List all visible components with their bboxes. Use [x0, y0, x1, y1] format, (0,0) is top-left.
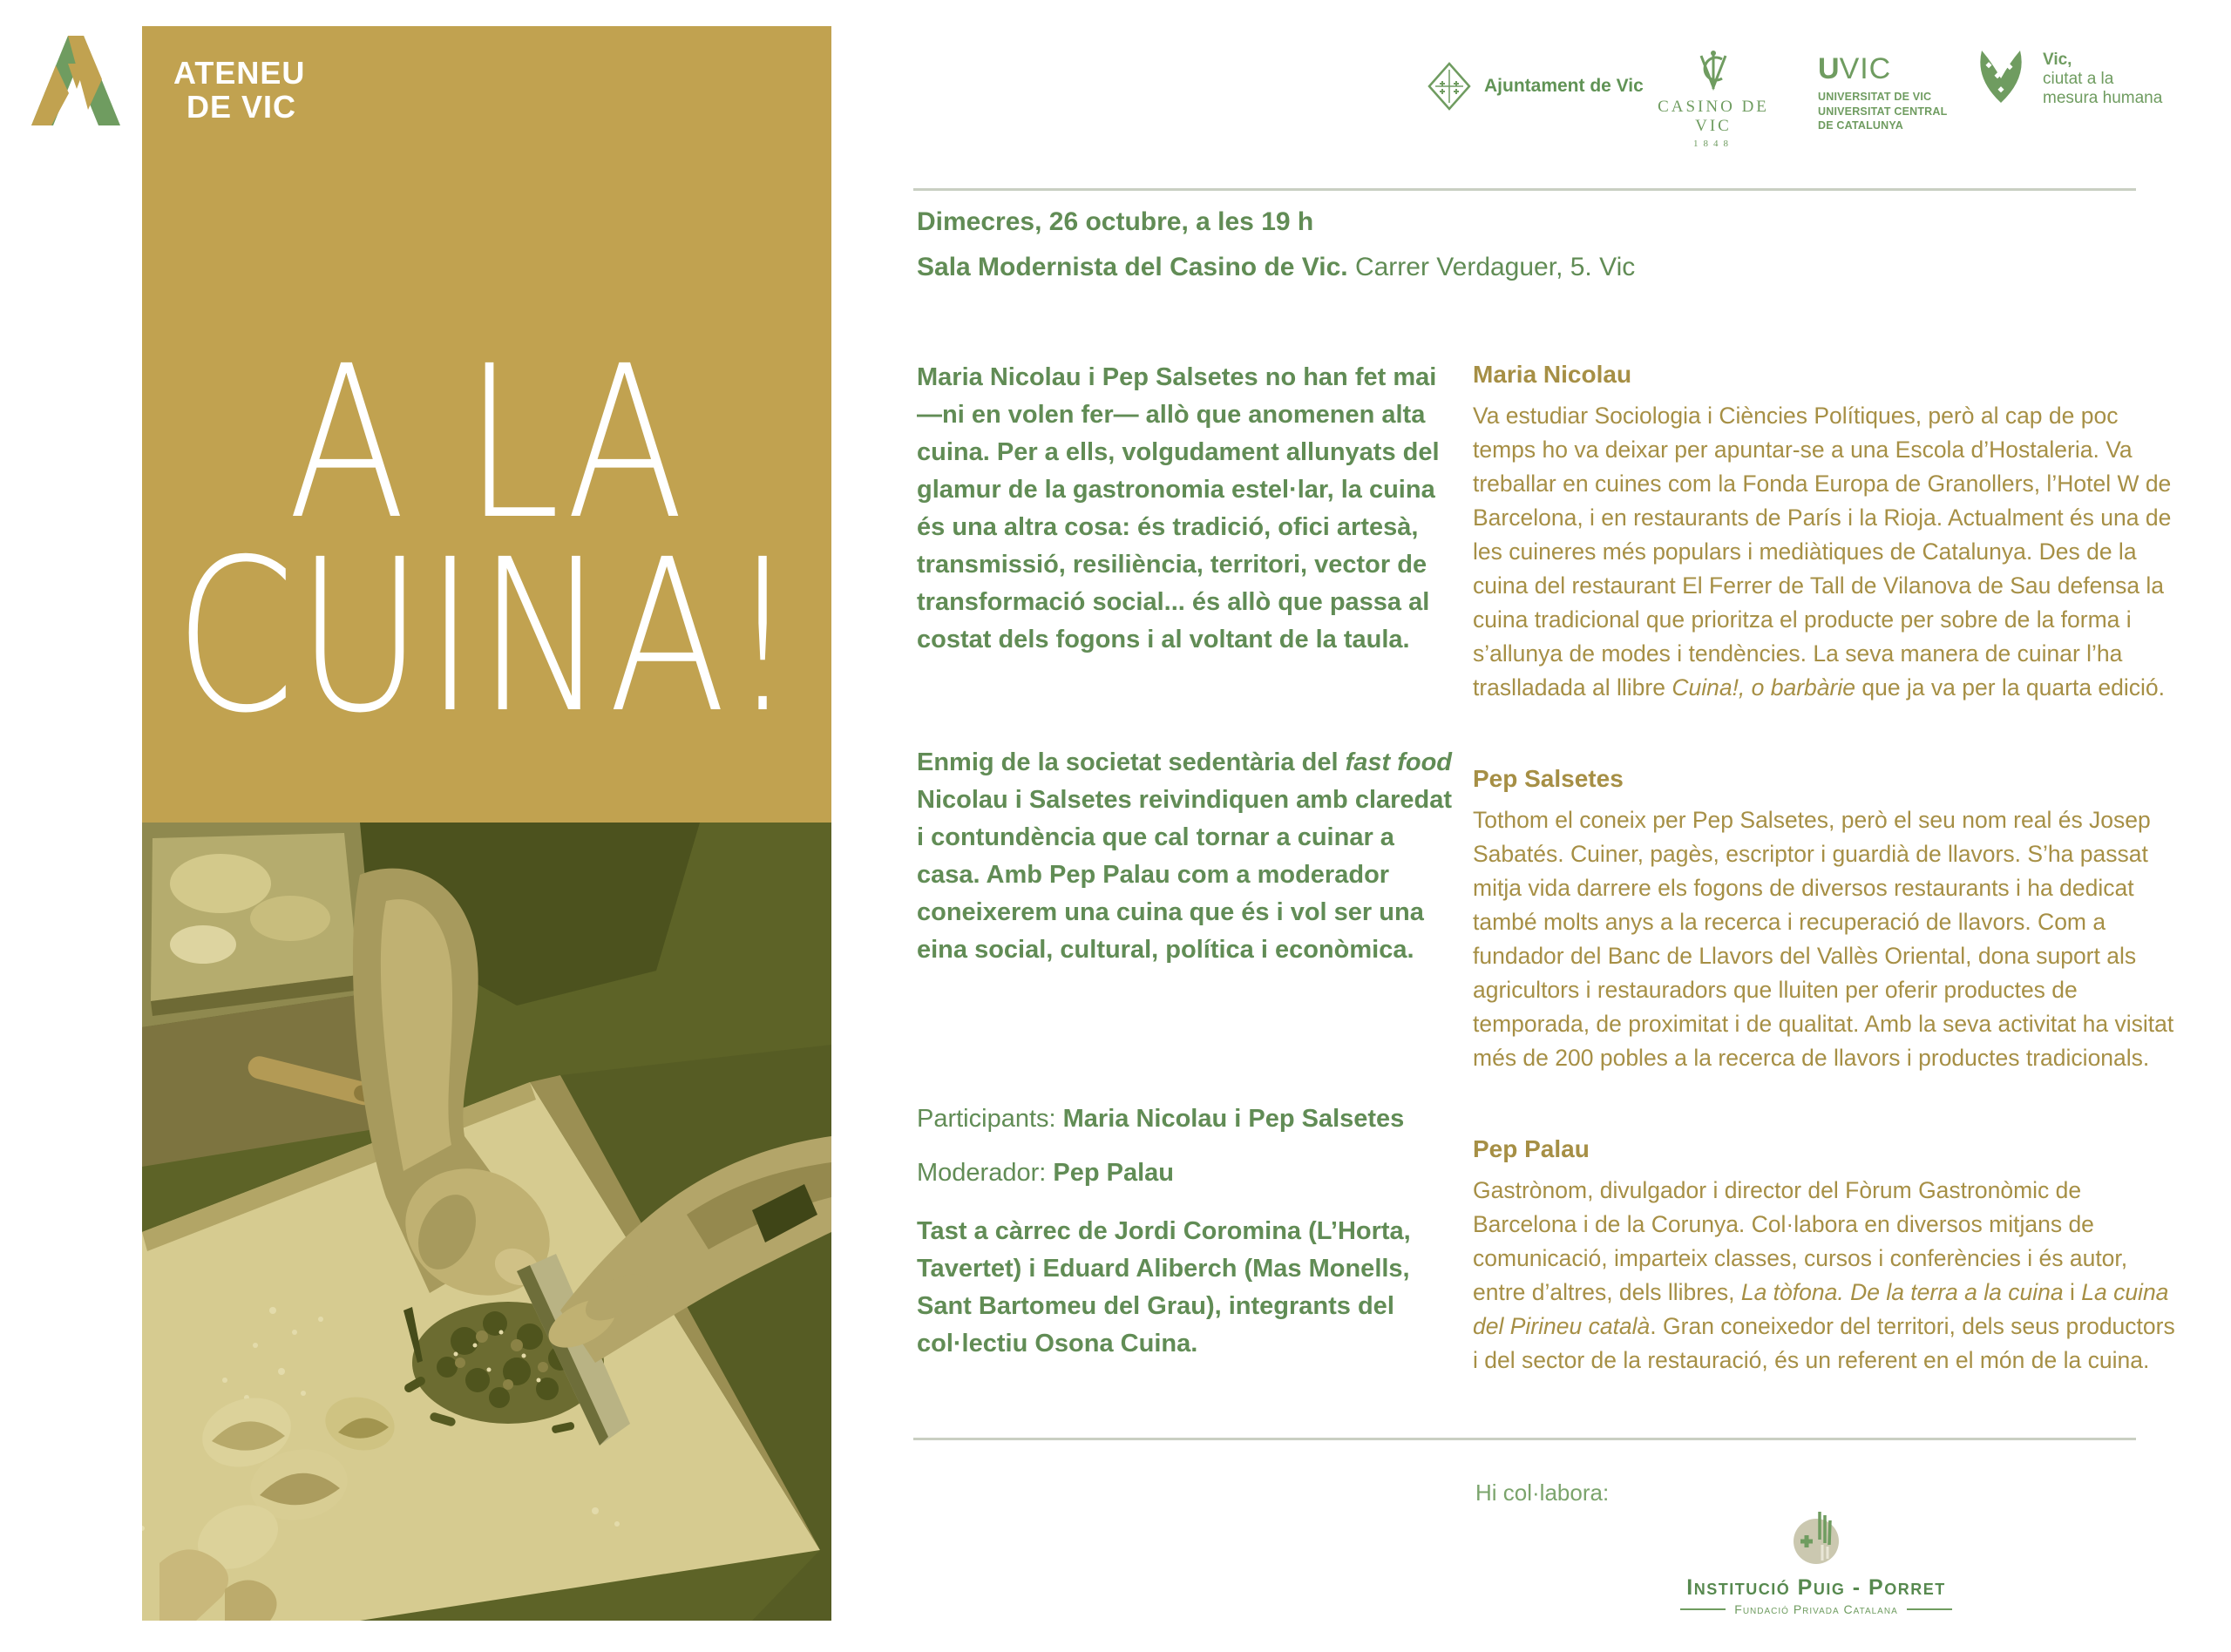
brand-name	[173, 56, 305, 124]
title-line1: A LA	[288, 320, 686, 566]
event-venue	[917, 253, 1635, 282]
brand-line2: DE VIC	[186, 89, 297, 125]
uvic-line3: DE CATALUNYA	[1818, 119, 1904, 132]
bio-palau-text: Gastrònom, divulgador i director del Fòrum Gastronòmic de Barcelona i de la Corunya. Col·labora en diversos mitjans de comunicació, imparteix classes, cursos i conferències i és autor, entre d’altres, dels llibres,	[1473, 1177, 2128, 1305]
moderator-line	[917, 1159, 1174, 1188]
casino-year: 1848	[1693, 139, 1733, 149]
top-divider	[913, 188, 2136, 191]
vic-line3: mesura humana	[2043, 89, 2163, 107]
participants-names: Maria Nicolau i Pep Salsetes	[1062, 1105, 1405, 1133]
casino-monogram-icon	[1692, 49, 1734, 92]
puig-porret-subtitle	[1645, 1602, 1987, 1616]
vic-line1: Vic,	[2043, 51, 2072, 69]
moderator-label: Moderador:	[917, 1159, 1054, 1187]
subtitle-rule-left	[1680, 1608, 1726, 1610]
brand-line1: ATENEU	[173, 55, 306, 91]
casino-label: CASINO DE VIC	[1658, 98, 1769, 135]
collaborator-label: Hi col·labora:	[1475, 1479, 1610, 1506]
bio-maria-text: Va estudiar Sociologia i Ciències Polítiques, però al cap de poc temps ho va deixar per apuntar-se a una Escola d’Hostaleria. Va treballar en cuines com la Fonda Europa de Granollers, l’Hotel W de Barcelona, i en restaurants de París i la Rioja. Actualment és una de les cuineres més populars i mediàtiques de Catalunya. Des de la cuina del restaurant El Ferrer de Tall de Vilanova de Sau defensa la cuina tradicional que prioritza el producte per sobre de la forma i s’allunya de modes i tendències. La seva manera de cuinar l’ha traslladada al llibre	[1473, 403, 2172, 701]
p2-italic: fast food	[1345, 748, 1452, 776]
uvic-line2: UNIVERSITAT CENTRAL	[1818, 105, 1948, 118]
bio-pep-salsetes	[1473, 765, 2175, 1075]
tast-line: Tast a càrrec de Jordi Coromina (L’Horta, Tavertet) i Eduard Aliberch (Mas Monells, Sant Bartomeu del Grau), integrants del col·lectiu Osona Cuina.	[917, 1217, 1411, 1357]
p2-pre: Enmig de la societat sedentària del	[917, 748, 1346, 776]
ajuntament-label: Ajuntament de Vic	[1484, 76, 1644, 96]
bio-palau-mid: i	[2063, 1279, 2082, 1305]
bio-salsetes-name: Pep Salsetes	[1473, 765, 1624, 792]
vic-line2: ciutat a la	[2043, 70, 2114, 88]
intro-paragraph-1: Maria Nicolau i Pep Salsetes no han fet mai —ni en volen fer— allò que anomenen alta cuina. Per a ells, volgudament allunyats del glamur de la gastronomia estel·lar, la cuina és una altra cosa: és tradició, ofici artesà, transmissió, resiliència, territori, vector de transformació social... és allò que passa al costat dels fogons i al voltant de la taula.	[917, 363, 1440, 653]
puig-porret-leek-icon	[1788, 1510, 1844, 1566]
puig-porret-name: Institució Puig - Porret	[1686, 1575, 1946, 1600]
bio-maria-nicolau	[1473, 361, 2175, 705]
event-datetime: Dimecres, 26 octubre, a les 19 h	[917, 207, 1314, 236]
bio-palau-book2: La cuina del Pirineu català	[1473, 1279, 2169, 1339]
venue-name: Sala Modernista del Casino de Vic.	[917, 253, 1348, 281]
ateneu-a-logo-icon	[24, 33, 125, 127]
sponsor-uvic	[1818, 52, 1947, 133]
uvic-vic: VIC	[1839, 52, 1892, 85]
cooking-photo	[142, 823, 831, 1621]
bio-salsetes-text: Tothom el coneix per Pep Salsetes, però el seu nom real és Josep Sabatés. Cuiner, pagès, escriptor i guardià de llavors. S’ha passat mitja vida darrere els fogons de diversos restaurants i ha dedicat també molts anys a la recerca i recuperació de llavors. Com a fundador del Banc de Llavors del Vallès Oriental, dona suport als agricultors i restauradors que lluiten per oferir productes de temporada, de proximitat i de qualitat. Amb la seva activitat ha visitat més de 200 pobles a la recerca de llavors i productes tradicionals.	[1473, 807, 2174, 1071]
sponsor-vic-city	[1973, 47, 2162, 108]
p2-post: Nicolau i Salsetes reivindiquen amb claredat i contundència que cal tornar a cuinar a casa. Amb Pep Palau com a moderador coneixerem una cuina que és i vol ser una eina social, cultural, política i econòmica.	[917, 786, 1453, 964]
gold-panel	[142, 26, 831, 823]
sponsor-casino	[1637, 49, 1790, 149]
uvic-line1: UNIVERSITAT DE VIC	[1818, 91, 1932, 103]
vic-heart-icon	[1973, 47, 2029, 106]
uvic-wordmark	[1818, 52, 1947, 86]
bio-pep-palau	[1473, 1135, 2175, 1378]
uvic-u: U	[1818, 52, 1840, 85]
intro-paragraph-2	[917, 744, 1454, 969]
puig-porret-subtitle-text: Fundació Privada Catalana	[1734, 1602, 1898, 1616]
bio-palau-text-end: . Gran coneixedor del territori, dels seus productors i del sector de la restauració, és un referent en el món de la cuina.	[1473, 1313, 2175, 1373]
bio-maria-book: Cuina!, o barbàrie	[1672, 674, 1855, 701]
participants-line	[917, 1105, 1404, 1134]
title-line2: CUINA!	[174, 513, 799, 760]
puig-porret-logo	[1645, 1510, 1987, 1616]
bottom-divider	[913, 1438, 2136, 1440]
bio-maria-text-end: que ja va per la quarta edició.	[1855, 674, 2166, 701]
bio-palau-name: Pep Palau	[1473, 1135, 1590, 1162]
participants-label: Participants:	[917, 1105, 1063, 1133]
subtitle-rule-right	[1907, 1608, 1952, 1610]
venue-address: Carrer Verdaguer, 5. Vic	[1347, 253, 1636, 281]
poster-title	[142, 320, 831, 760]
ajuntament-shield-icon	[1427, 61, 1472, 112]
moderator-name: Pep Palau	[1053, 1159, 1174, 1187]
bio-maria-name: Maria Nicolau	[1473, 361, 1632, 388]
sponsor-ajuntament	[1427, 61, 1644, 112]
bio-palau-book1: La tòfona. De la terra a la cuina	[1740, 1279, 2064, 1305]
